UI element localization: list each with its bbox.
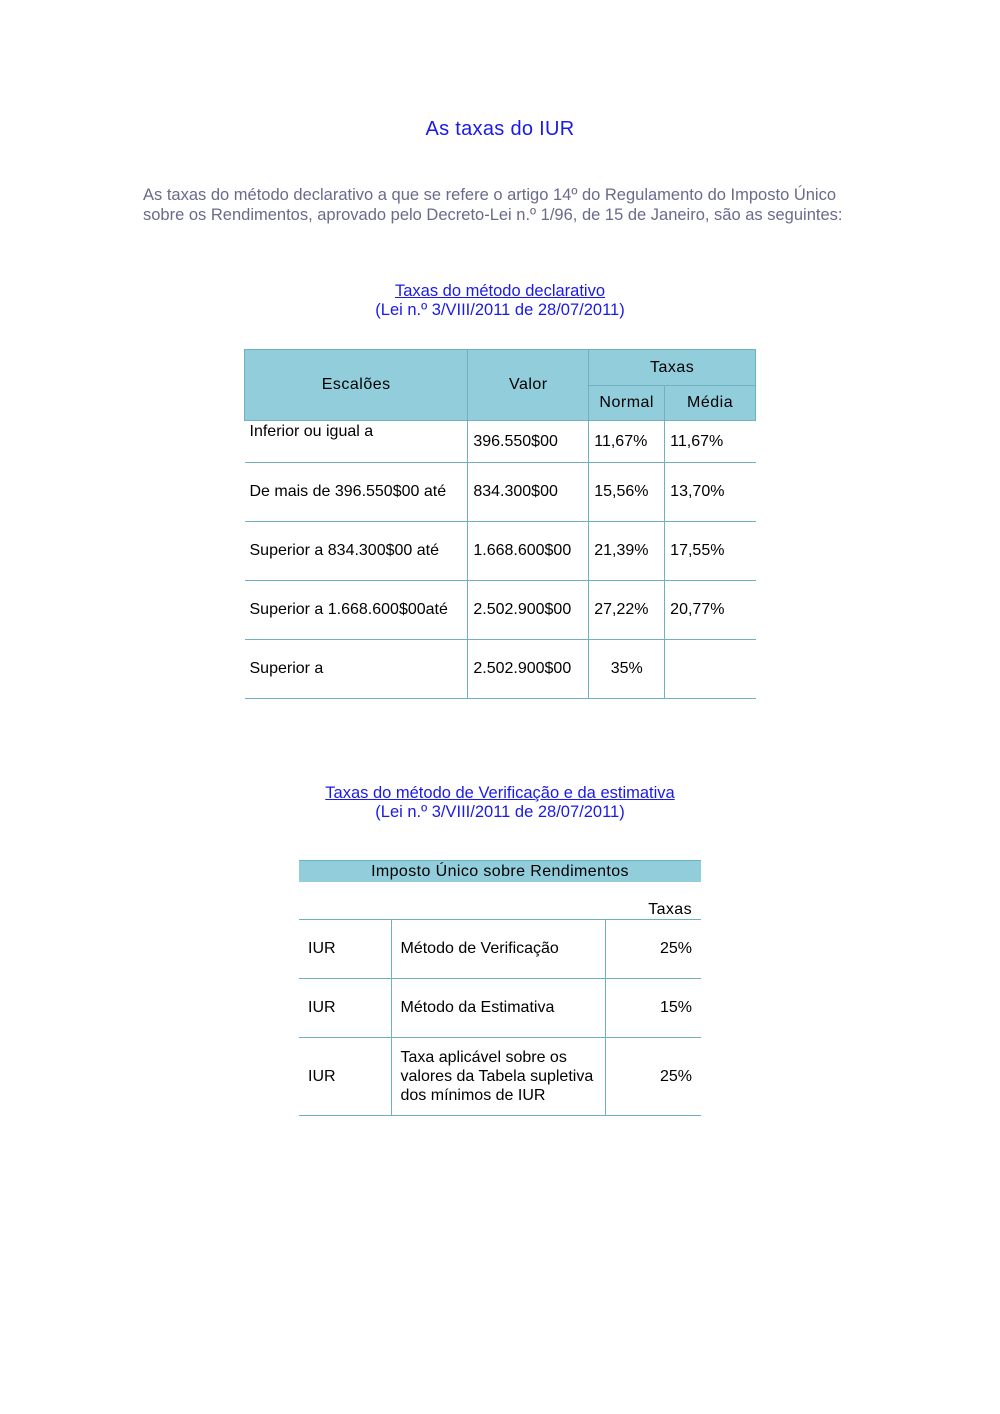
header-normal: Normal — [589, 386, 665, 421]
header-media: Média — [665, 386, 756, 421]
header-escaloes: Escalões — [245, 350, 468, 421]
taxa-cell: 25% — [605, 1038, 701, 1116]
section1-link[interactable]: Taxas do método declarativo — [394, 282, 606, 300]
metodo-cell: Taxa aplicável sobre os valores da Tabela supletiva dos mínimos de IUR — [391, 1038, 605, 1116]
section2-law-reference: (Lei n.º 3/VIII/2011 de 28/07/2011) — [375, 803, 625, 821]
media-cell: 20,77% — [665, 581, 756, 640]
tax-cell: IUR — [299, 1038, 391, 1116]
escalao-cell: Superior a 1.668.600$00até — [245, 581, 468, 640]
section2-caption — [0, 784, 1000, 822]
table-row — [245, 640, 756, 699]
declarative-rates-table — [244, 349, 756, 699]
page-title: As taxas do IUR — [425, 118, 575, 140]
metodo-cell: Método da Estimativa — [391, 979, 605, 1038]
section1-law-reference: (Lei n.º 3/VIII/2011 de 28/07/2011) — [375, 301, 625, 319]
escalao-cell: Inferior ou igual a — [245, 421, 468, 463]
media-cell: 11,67% — [665, 421, 756, 463]
table-row — [299, 920, 701, 979]
taxas-label: Taxas — [299, 896, 701, 920]
table-row — [299, 1038, 701, 1116]
taxa-cell: 25% — [605, 920, 701, 979]
table-row — [245, 421, 756, 463]
tax-cell: IUR — [299, 920, 391, 979]
header-taxas: Taxas — [589, 350, 756, 386]
media-cell — [665, 640, 756, 699]
table2-header: Imposto Único sobre Rendimentos — [299, 861, 701, 883]
normal-cell: 27,22% — [589, 581, 665, 640]
table-row — [299, 979, 701, 1038]
section1-caption — [0, 282, 1000, 320]
media-cell: 13,70% — [665, 463, 756, 522]
escalao-cell: Superior a 834.300$00 até — [245, 522, 468, 581]
normal-cell: 11,67% — [589, 421, 665, 463]
normal-cell: 15,56% — [589, 463, 665, 522]
valor-cell: 1.668.600$00 — [468, 522, 589, 581]
spacer — [299, 882, 701, 896]
table-row — [245, 463, 756, 522]
table-row — [245, 522, 756, 581]
tax-cell: IUR — [299, 979, 391, 1038]
valor-cell: 2.502.900$00 — [468, 640, 589, 699]
intro-paragraph: As taxas do método declarativo a que se refere o artigo 14º do Regulamento do Imposto Único sobre os Rendimentos, aprovado pelo Decreto-Lei n.º 1/96, de 15 de Janeiro, são as seguintes: — [143, 186, 843, 224]
section2-link[interactable]: Taxas do método de Verificação e da estimativa — [325, 784, 675, 802]
valor-cell: 2.502.900$00 — [468, 581, 589, 640]
valor-cell: 834.300$00 — [468, 463, 589, 522]
metodo-cell: Método de Verificação — [391, 920, 605, 979]
escalao-cell: De mais de 396.550$00 até — [245, 463, 468, 522]
normal-cell: 21,39% — [589, 522, 665, 581]
table-row — [245, 581, 756, 640]
taxa-cell: 15% — [605, 979, 701, 1038]
media-cell: 17,55% — [665, 522, 756, 581]
escalao-cell: Superior a — [245, 640, 468, 699]
normal-cell: 35% — [589, 640, 665, 699]
valor-cell: 396.550$00 — [468, 421, 589, 463]
header-valor: Valor — [468, 350, 589, 421]
verification-rates-table — [299, 860, 701, 1116]
